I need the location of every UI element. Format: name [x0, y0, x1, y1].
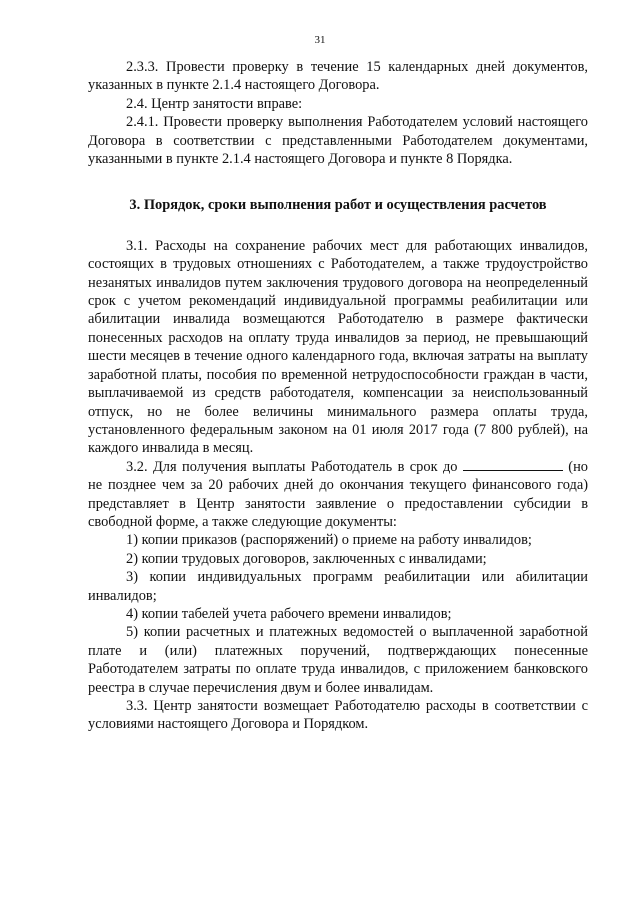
paragraph-2-3-3: 2.3.3. Провести проверку в течение 15 календарных дней документов, указанных в пункте 2.1.4 настоящего Договора. [88, 59, 588, 94]
list-item-1: 1) копии приказов (распоряжений) о приеме на работу инвалидов; [126, 532, 532, 549]
paragraph-2-4-1: 2.4.1. Провести проверку выполнения Работодателем условий настоящего Договора в соответствии с представленными Работодателем документами, указанными в пункте 2.1.4 настоящего Договора и пункте 8 Порядка. [88, 114, 588, 168]
paragraph-3-3: 3.3. Центр занятости возмещает Работодателю расходы в соответствии с условиями настоящего Договора и Порядком. [88, 698, 588, 733]
list-item-5: 5) копии расчетных и платежных ведомостей о выплаченной заработной плате и (или) платежных поручений, подтверждающих понесенные Работодателем затраты по оплате труда инвалидов, с приложением банковского реестра в случае перечисления двум и более инвалидам. [88, 624, 588, 696]
document-body [88, 58, 588, 734]
paragraph-3-2-start: 3.2. Для получения выплаты Работодатель в срок до [126, 458, 458, 475]
list-item-2: 2) копии трудовых договоров, заключенных с инвалидами; [126, 550, 487, 567]
paragraph-2-4: 2.4. Центр занятости вправе: [126, 95, 303, 112]
list-item-4: 4) копии табелей учета рабочего времени инвалидов; [126, 605, 452, 622]
paragraph-3-2-rest: (но не позднее чем за 20 рабочих дней до окончания текущего финансового года) представляет в Центр занятости заявление о предоставлении субсидии в свободной форме, а также следующие документы: [88, 458, 588, 530]
paragraph-3-1: 3.1. Расходы на сохранение рабочих мест для работающих инвалидов, состоящих в трудовых отношениях с Работодателем, а также трудоустройство незанятых инвалидов путем заключения трудового договора на неопределенный срок с учетом рекомендаций индивидуальной программы реабилитации или абилитации инвалида возмещаются Работодателю в размере фактически понесенных расходов на оплату труда инвалидов за период, не превышающий шести месяцев в течение одного календарного года, включая затраты на выплату заработной платы, пособия по временной нетрудоспособности граждан в части, выплачиваемой из средств работодателя, компенсации за неиспользованный отпуск, но не более величины минимального размера оплаты труда, установленного федеральным законом на 01 июля 2017 года (7 800 рублей), на каждого инвалида в месяц. [88, 237, 588, 457]
list-item-3: 3) копии индивидуальных программ реабилитации или абилитации инвалидов; [88, 569, 588, 604]
paragraph-3-2 [88, 458, 588, 532]
page-number: 31 [314, 34, 326, 46]
section-3-heading: 3. Порядок, сроки выполнения работ и осуществления расчетов [129, 197, 547, 214]
deadline-blank-line [463, 458, 563, 471]
